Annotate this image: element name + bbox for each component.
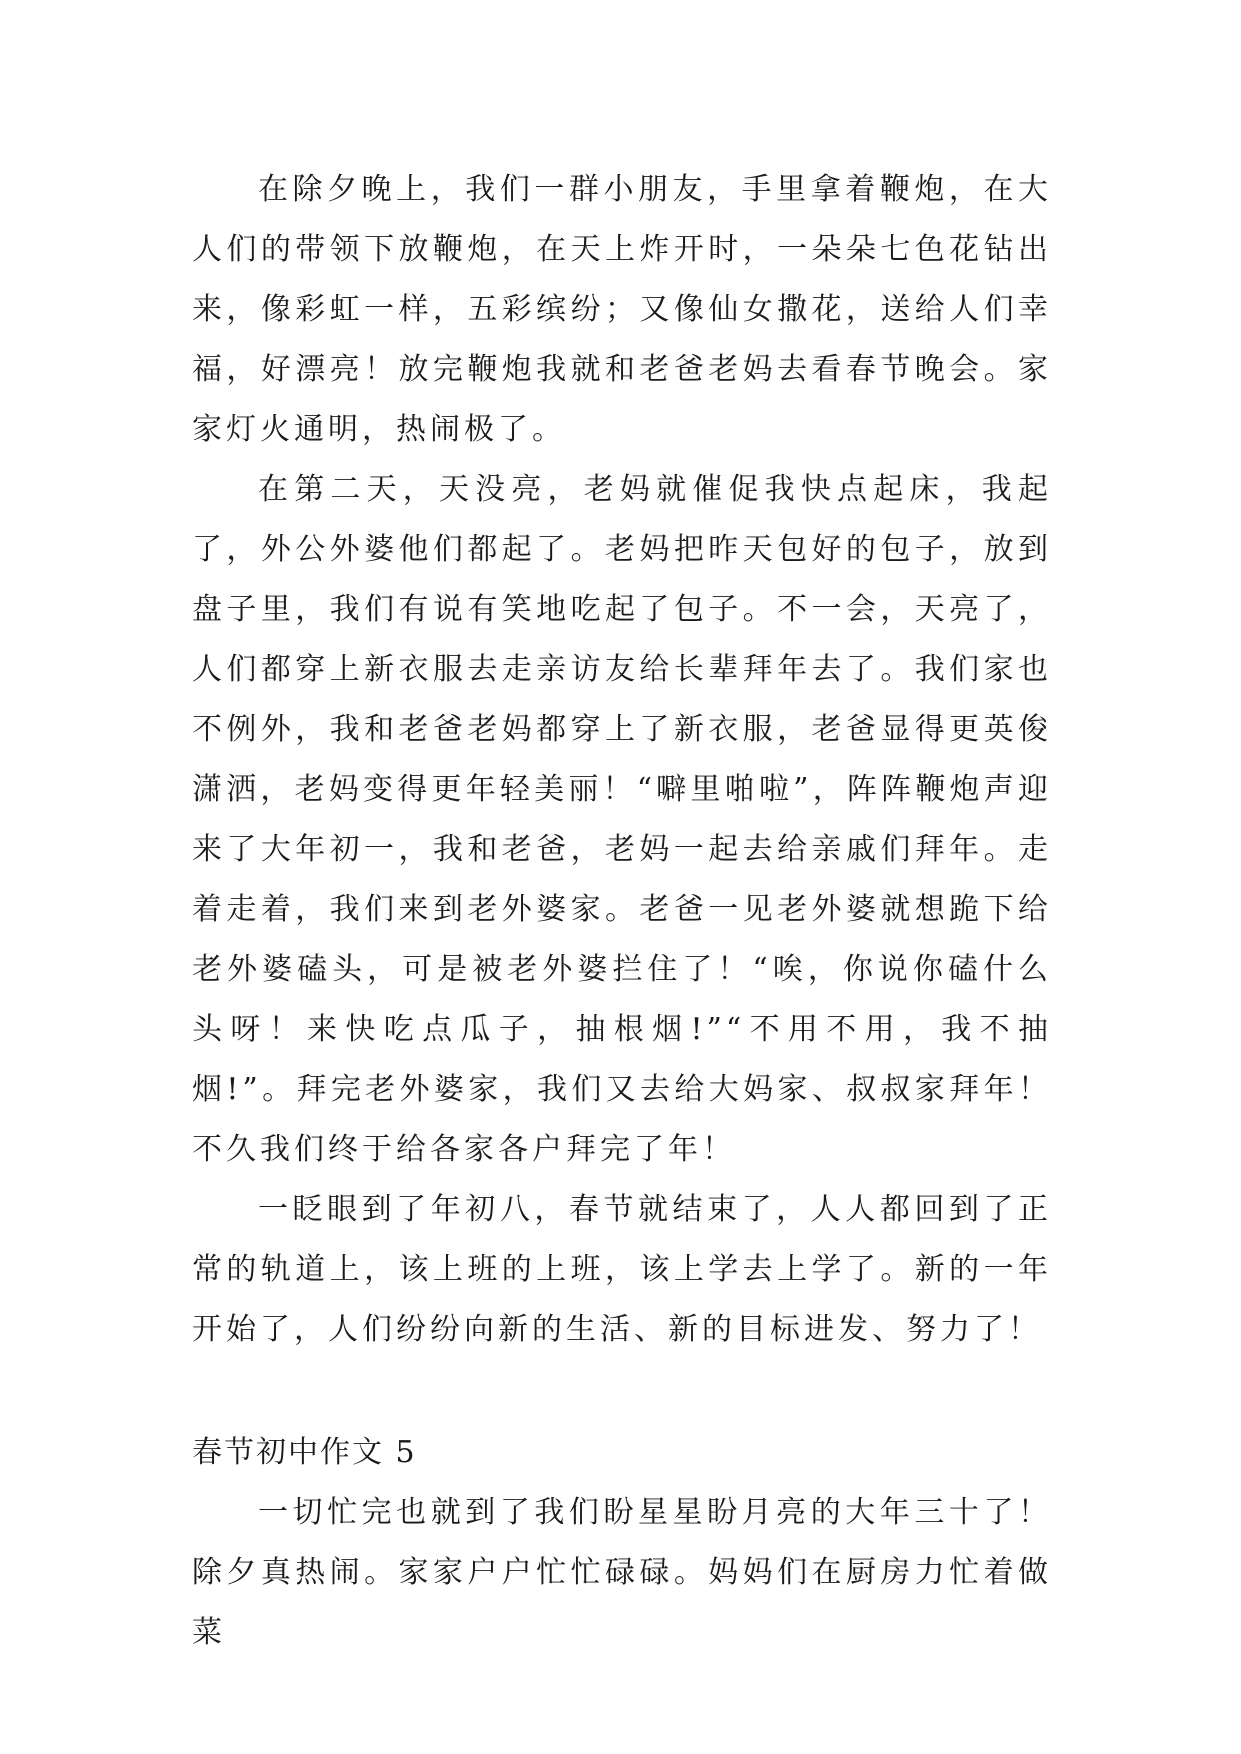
section-title: 春节初中作文 5	[192, 1435, 417, 1470]
paragraph-new-year-eve: 在除夕晚上，我们一群小朋友，手里拿着鞭炮，在大人们的带领下放鞭炮，在天上炸开时，一朵朵七色花钻出来，像彩虹一样，五彩缤纷；又像仙女撒花，送给人们幸福，好漂亮！放完鞭炮我就和老爸老妈去看春节晚会。家家灯火通明，热闹极了。	[192, 172, 1052, 447]
paragraph-second-day: 在第二天，天没亮，老妈就催促我快点起床，我起了，外公外婆他们都起了。老妈把昨天包好的包子，放到盘子里，我们有说有笑地吃起了包子。不一会，天亮了，人们都穿上新衣服去走亲访友给长辈拜年去了。我们家也不例外，我和老爸老妈都穿上了新衣服，老爸显得更英俊潇洒，老妈变得更年轻美丽！“噼里啪啦”，阵阵鞭炮声迎来了大年初一，我和老爸，老妈一起去给亲戚们拜年。走着走着，我们来到老外婆家。老爸一见老外婆就想跪下给老外婆磕头，可是被老外婆拦住了！“唉，你说你磕什么头呀！来快吃点瓜子，抽根烟!”“不用不用，我不抽烟!”。拜完老外婆家，我们又去给大妈家、叔叔家拜年！不久我们终于给各家各户拜完了年！	[192, 472, 1052, 1167]
paragraph-eighth-day: 一眨眼到了年初八，春节就结束了，人人都回到了正常的轨道上，该上班的上班，该上学去上学了。新的一年开始了，人们纷纷向新的生活、新的目标进发、努力了！	[192, 1192, 1052, 1347]
paragraph-essay-5-start: 一切忙完也就到了我们盼星星盼月亮的大年三十了！除夕真热闹。家家户户忙忙碌碌。妈妈们在厨房力忙着做菜	[192, 1495, 1052, 1650]
document-page	[192, 160, 1052, 1663]
